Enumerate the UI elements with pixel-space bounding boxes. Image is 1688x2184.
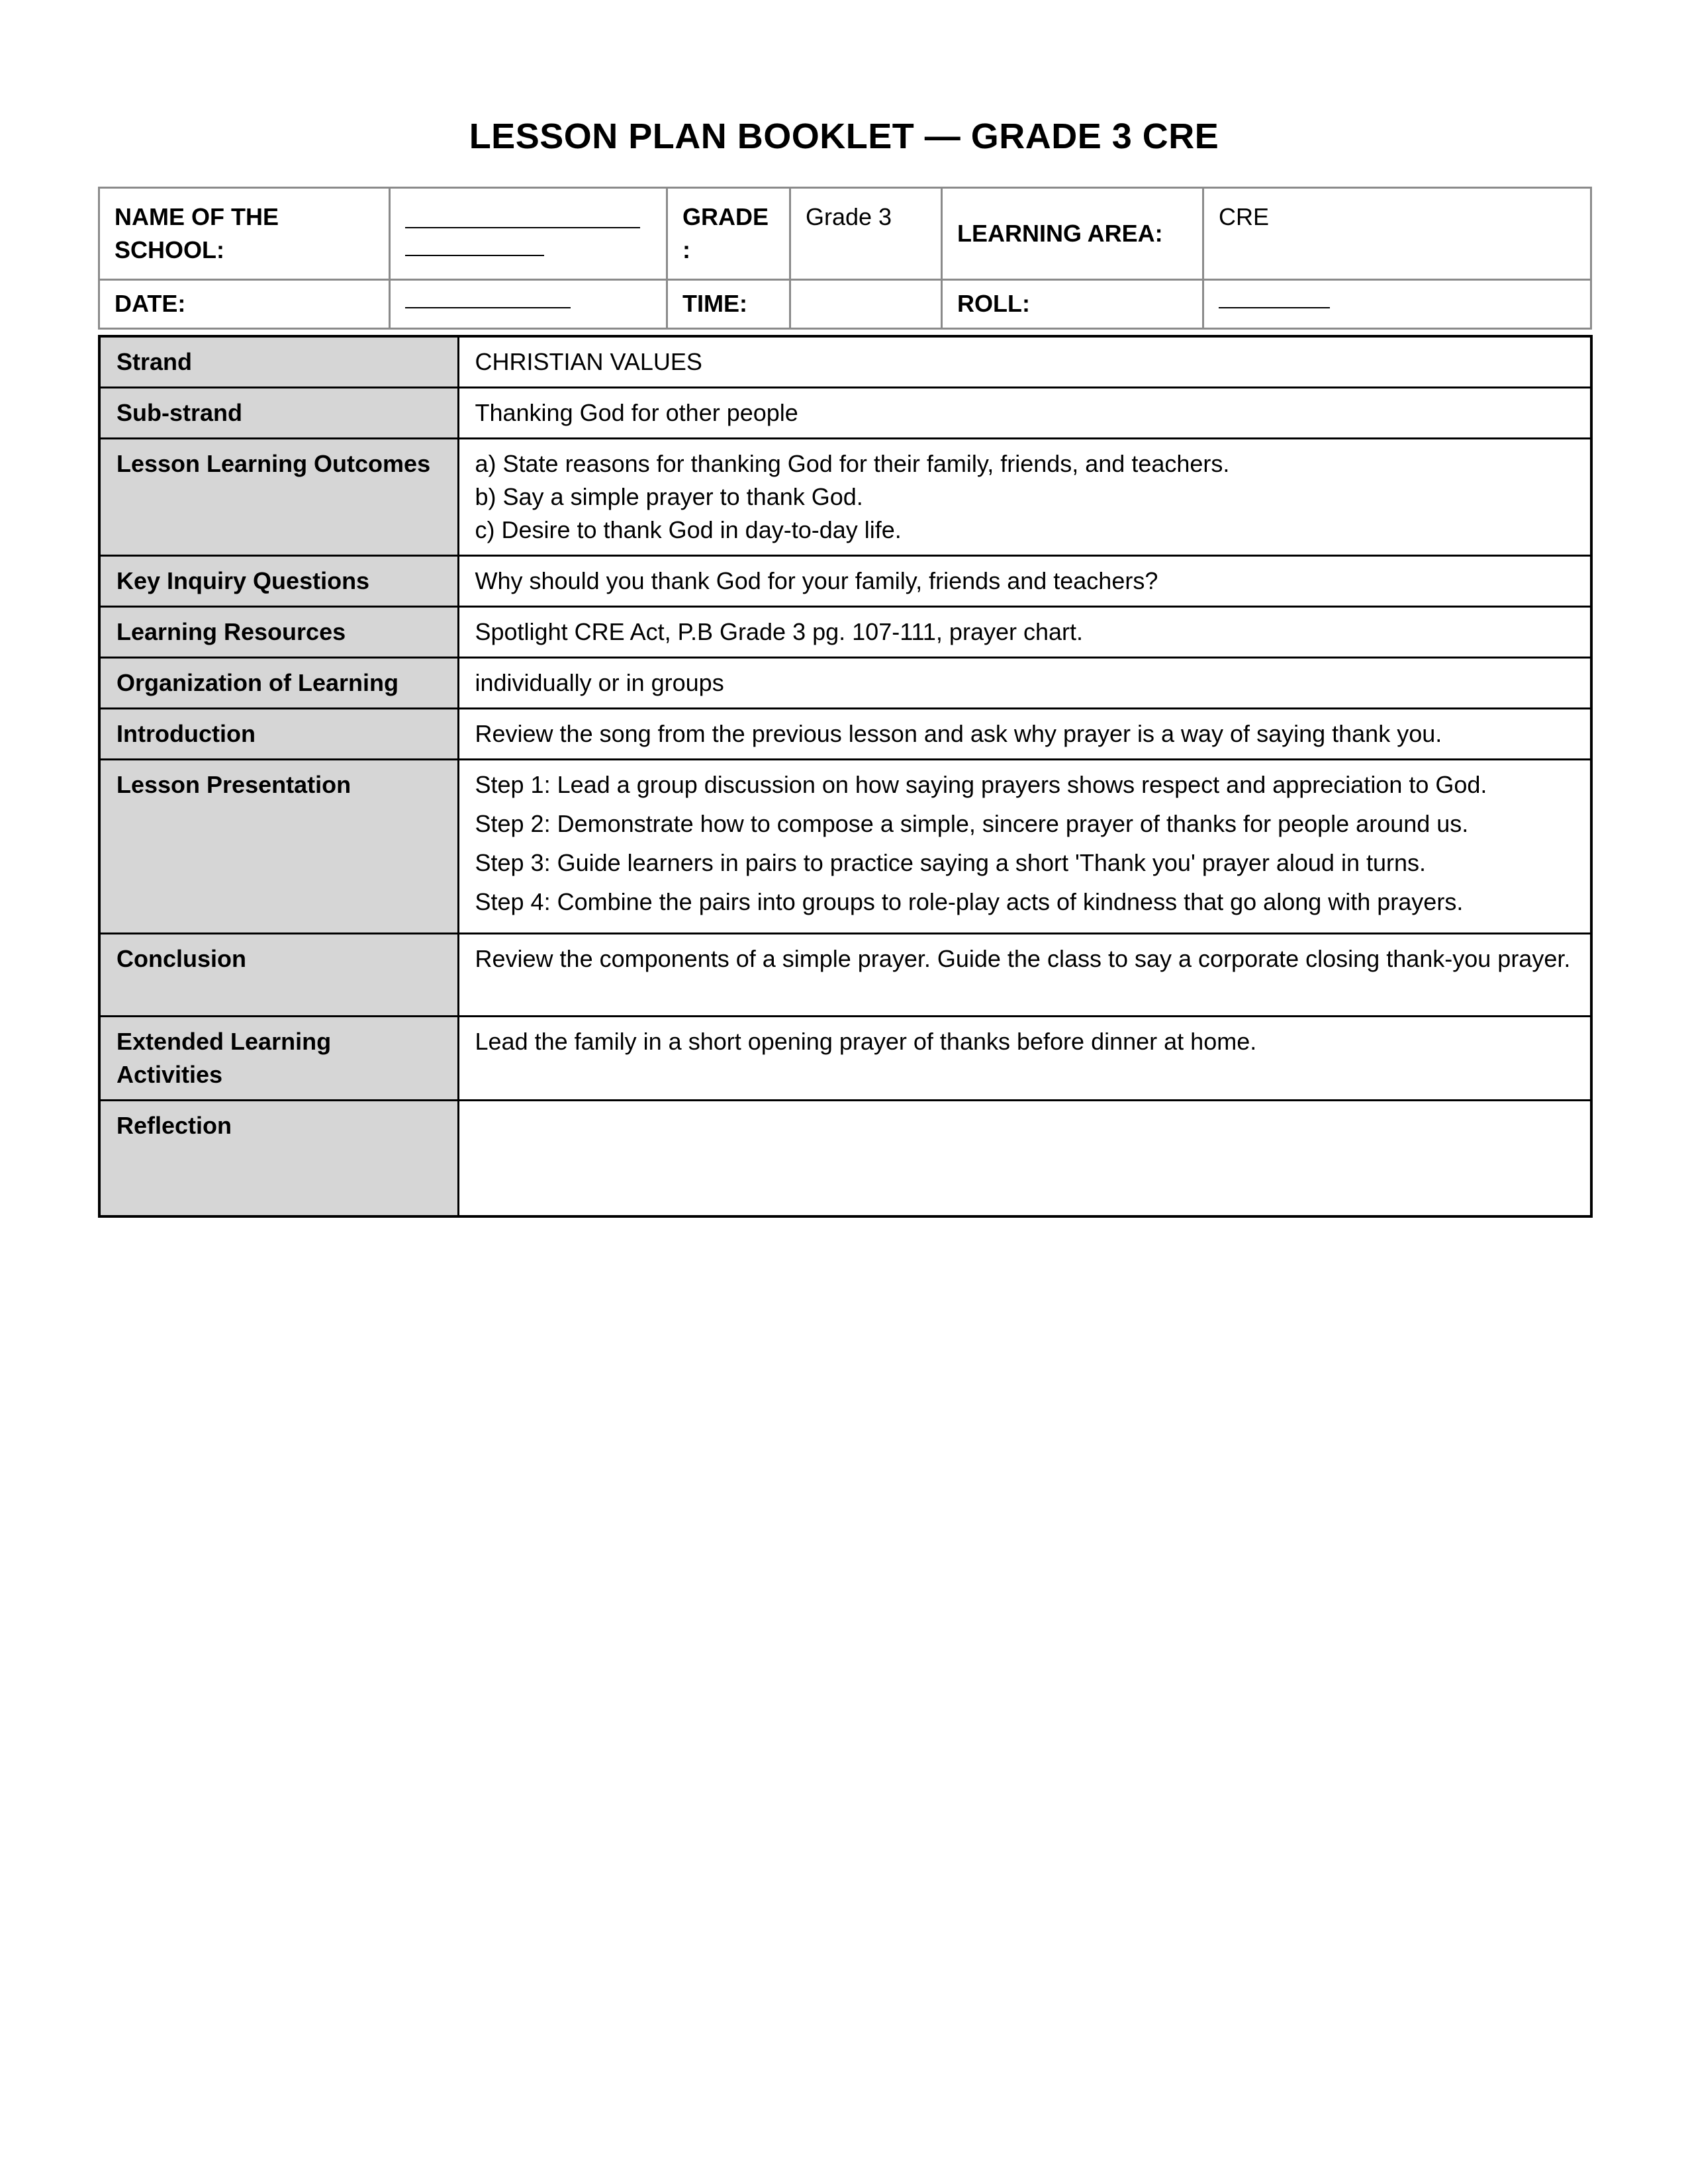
extended-value: Lead the family in a short opening prayer of thanks before dinner at home. — [458, 1017, 1591, 1101]
table-row — [99, 760, 1591, 934]
date-field[interactable] — [390, 280, 667, 329]
presentation-label: Lesson Presentation — [99, 760, 458, 934]
introduction-value: Review the song from the previous lesson and ask why prayer is a way of saying thank you. — [458, 709, 1591, 760]
table-row — [99, 607, 1591, 658]
conclusion-label: Conclusion — [99, 934, 458, 1017]
organization-value: individually or in groups — [458, 658, 1591, 709]
reflection-label: Reflection — [99, 1101, 458, 1216]
outcomes-label: Lesson Learning Outcomes — [99, 439, 458, 556]
resources-value: Spotlight CRE Act, P.B Grade 3 pg. 107-111, prayer chart. — [458, 607, 1591, 658]
strand-label: Strand — [99, 336, 458, 388]
strand-value: CHRISTIAN VALUES — [458, 336, 1591, 388]
table-row — [99, 1101, 1591, 1216]
learning-area-value: CRE — [1203, 188, 1591, 280]
substrand-value: Thanking God for other people — [458, 388, 1591, 439]
table-row — [99, 709, 1591, 760]
presentation-step: Step 1: Lead a group discussion on how saying prayers shows respect and appreciation to God. — [475, 771, 1487, 798]
reflection-field[interactable] — [458, 1101, 1591, 1216]
organization-label: Organization of Learning — [99, 658, 458, 709]
presentation-value — [458, 760, 1591, 934]
table-row — [99, 439, 1591, 556]
table-row — [99, 336, 1591, 388]
roll-field[interactable] — [1203, 280, 1591, 329]
time-field[interactable] — [790, 280, 942, 329]
outcomes-value — [458, 439, 1591, 556]
date-label: DATE: — [99, 280, 390, 329]
grade-label: GRADE : — [667, 188, 790, 280]
school-name-label: NAME OF THE SCHOOL: — [99, 188, 390, 280]
roll-label: ROLL: — [942, 280, 1203, 329]
learning-area-label: LEARNING AREA: — [942, 188, 1203, 280]
extended-label: Extended Learning Activities — [99, 1017, 458, 1101]
table-row — [99, 934, 1591, 1017]
school-name-field[interactable] — [390, 188, 667, 280]
table-row — [99, 658, 1591, 709]
resources-label: Learning Resources — [99, 607, 458, 658]
time-label: TIME: — [667, 280, 790, 329]
table-row — [99, 556, 1591, 607]
presentation-step: Step 4: Combine the pairs into groups to role-play acts of kindness that go along with prayers. — [475, 888, 1464, 915]
outcome-item: c) Desire to thank God in day-to-day life. — [475, 516, 902, 543]
inquiry-label: Key Inquiry Questions — [99, 556, 458, 607]
conclusion-value: Review the components of a simple prayer. Guide the class to say a corporate closing thank-you prayer. — [458, 934, 1591, 1017]
substrand-label: Sub-strand — [99, 388, 458, 439]
lesson-plan-table — [98, 335, 1593, 1218]
presentation-step: Step 2: Demonstrate how to compose a simple, sincere prayer of thanks for people around us. — [475, 810, 1469, 837]
outcome-item: b) Say a simple prayer to thank God. — [475, 483, 863, 510]
school-info-table — [98, 187, 1592, 330]
grade-value: Grade 3 — [790, 188, 942, 280]
outcome-item: a) State reasons for thanking God for their family, friends, and teachers. — [475, 450, 1230, 477]
presentation-step: Step 3: Guide learners in pairs to practice saying a short 'Thank you' prayer aloud in turns. — [475, 849, 1427, 876]
page-title: LESSON PLAN BOOKLET — GRADE 3 CRE — [469, 116, 1219, 156]
table-row — [99, 388, 1591, 439]
introduction-label: Introduction — [99, 709, 458, 760]
table-row — [99, 1017, 1591, 1101]
inquiry-value: Why should you thank God for your family, friends and teachers? — [458, 556, 1591, 607]
